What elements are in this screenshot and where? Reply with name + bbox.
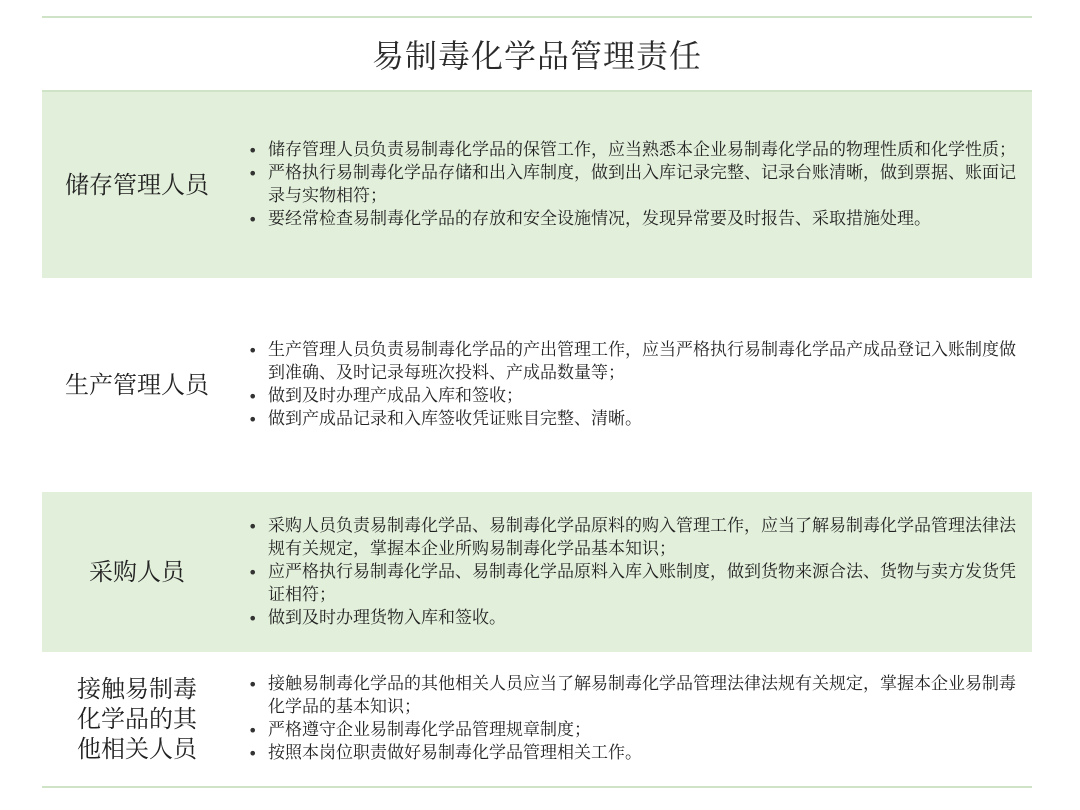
duty-item: • 严格执行易制毒化学品存储和出入库制度，做到出入库记录完整、记录台账清晰，做到票据、账面记录与实物相符； bbox=[244, 162, 1018, 208]
duty-list bbox=[232, 515, 1032, 630]
duty-list bbox=[232, 139, 1032, 231]
role-label: 接触易制毒化学品的其他相关人员 bbox=[77, 675, 197, 763]
table-row-production bbox=[42, 278, 1032, 492]
duty-item: • 接触易制毒化学品的其他相关人员应当了解易制毒化学品管理法律法规有关规定，掌握本企业易制毒化学品的基本知识； bbox=[244, 673, 1018, 719]
duty-item: • 严格遵守企业易制毒化学品管理规章制度； bbox=[244, 719, 1018, 742]
duty-item: • 要经常检查易制毒化学品的存放和安全设施情况，发现异常要及时报告、采取措施处理。 bbox=[244, 208, 1018, 231]
duty-item: • 应严格执行易制毒化学品、易制毒化学品原料入库入账制度，做到货物来源合法、货物与卖方发货凭证相符； bbox=[244, 561, 1018, 607]
duty-item: • 采购人员负责易制毒化学品、易制毒化学品原料的购入管理工作，应当了解易制毒化学品管理法律法规有关规定，掌握本企业所购易制毒化学品基本知识； bbox=[244, 515, 1018, 561]
table-row-storage bbox=[42, 92, 1032, 278]
duty-item: • 生产管理人员负责易制毒化学品的产出管理工作，应当严格执行易制毒化学品产成品登记入账制度做到准确、及时记录每班次投料、产成品数量等； bbox=[244, 339, 1018, 385]
table-row-purchasing bbox=[42, 492, 1032, 652]
duty-item: • 做到及时办理产成品入库和签收； bbox=[244, 385, 1018, 408]
duty-list bbox=[232, 339, 1032, 431]
duty-item: • 做到及时办理货物入库和签收。 bbox=[244, 607, 1018, 630]
duty-item: • 做到产成品记录和入库签收凭证账目完整、清晰。 bbox=[244, 408, 1018, 431]
duty-item: • 储存管理人员负责易制毒化学品的保管工作，应当熟悉本企业易制毒化学品的物理性质和化学性质； bbox=[244, 139, 1018, 162]
page-title: 易制毒化学品管理责任 bbox=[371, 37, 702, 75]
duty-item: • 按照本岗位职责做好易制毒化学品管理相关工作。 bbox=[244, 742, 1018, 765]
role-label: 采购人员 bbox=[89, 558, 185, 586]
duty-list bbox=[232, 673, 1032, 765]
responsibility-table bbox=[42, 0, 1032, 810]
role-label: 储存管理人员 bbox=[65, 171, 209, 199]
table-row-other-personnel bbox=[42, 652, 1032, 786]
bottom-divider bbox=[42, 786, 1032, 788]
role-label: 生产管理人员 bbox=[65, 371, 209, 399]
top-divider bbox=[42, 16, 1032, 18]
